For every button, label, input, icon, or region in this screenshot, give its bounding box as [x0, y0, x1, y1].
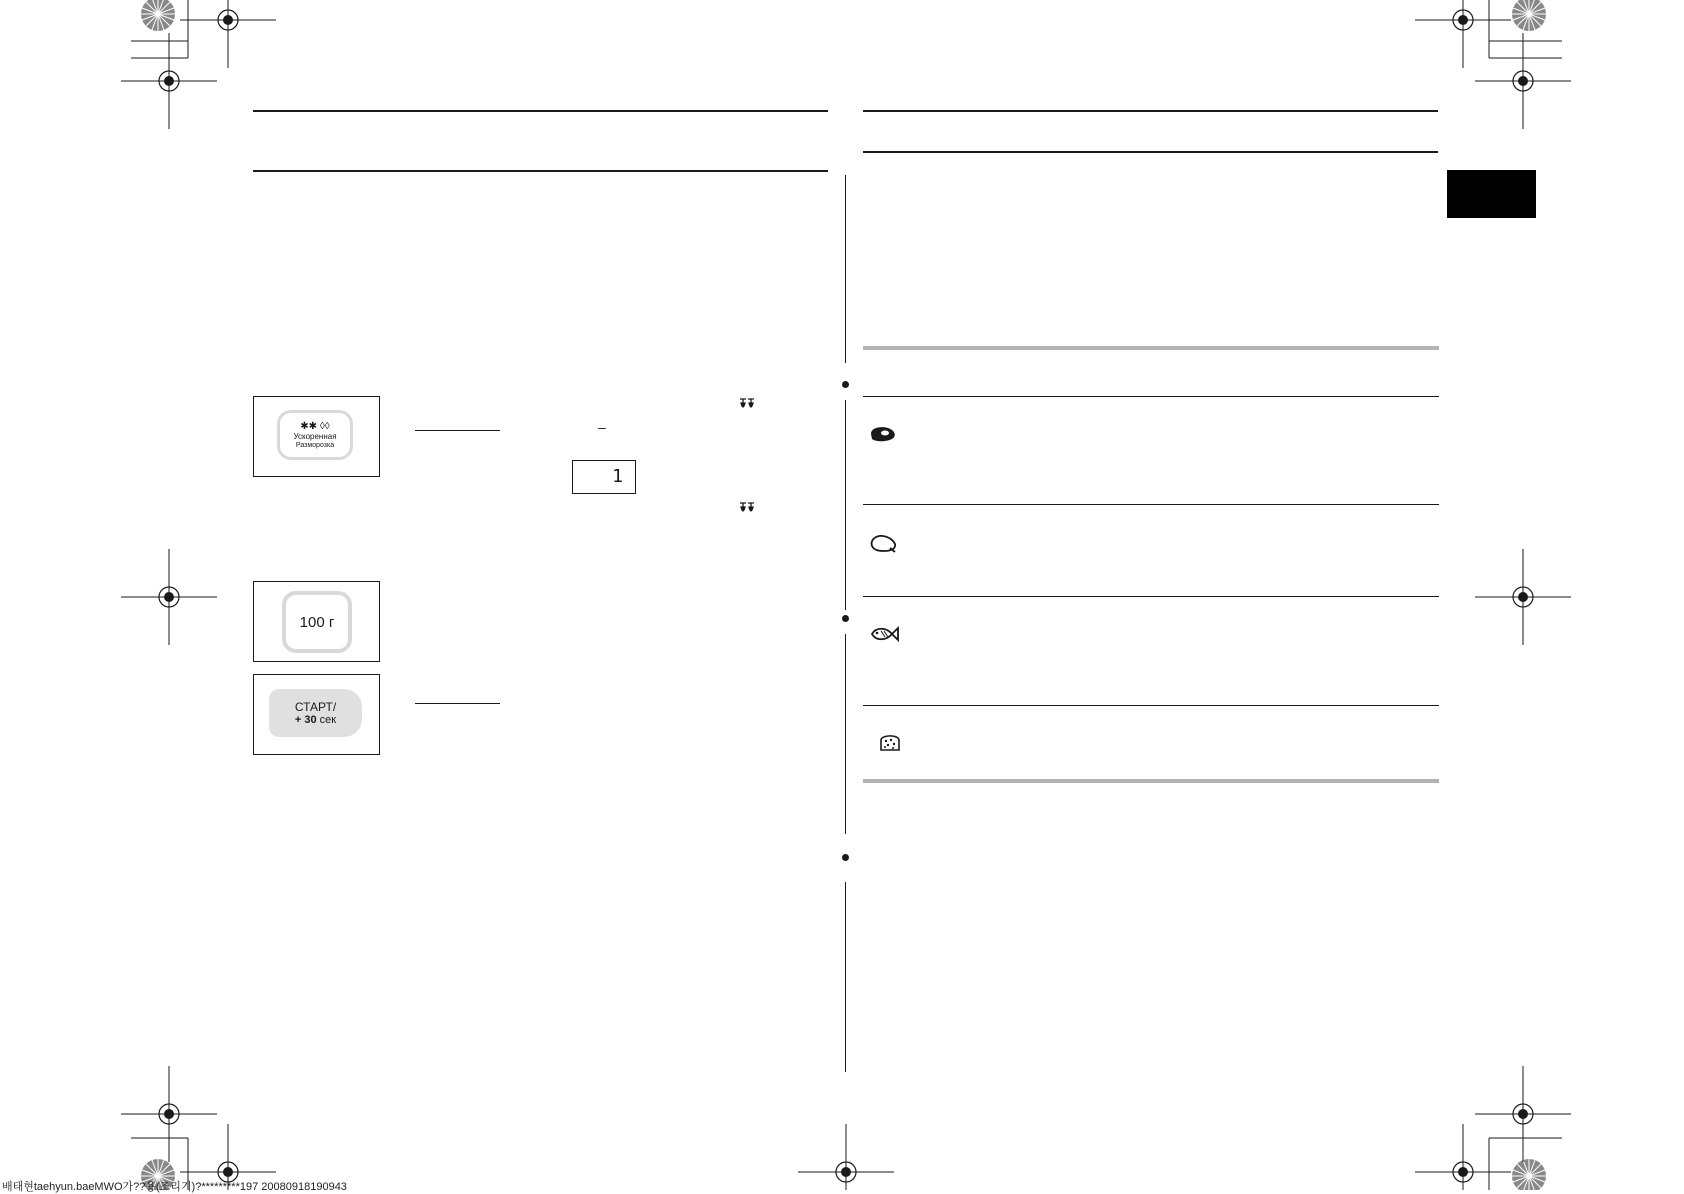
start-button[interactable]: [269, 689, 362, 737]
table-header-rule: [863, 396, 1439, 397]
start-button-line1: СТАРТ/: [294, 699, 337, 714]
meat-icon: [868, 424, 898, 444]
step-underline: [415, 430, 500, 431]
quick-defrost-illustration: [253, 396, 380, 477]
column-divider-middle: [845, 400, 846, 610]
start-button-plus30: + 30: [294, 713, 317, 726]
divider-dot: [842, 854, 849, 861]
table-row-rule: [863, 596, 1439, 597]
fish-icon: [870, 624, 900, 644]
divider-dot: [842, 381, 849, 388]
divider-dot: [842, 615, 849, 622]
table-bottom-rule: [863, 779, 1439, 783]
column-divider-lower: [845, 634, 846, 834]
weight-button-label: 100 г: [299, 613, 335, 631]
table-row-rule: [863, 705, 1439, 706]
defrost-drops-icon: [738, 398, 756, 412]
start-button-sec: сек: [319, 713, 337, 726]
dash-mark: –: [598, 419, 606, 435]
step-underline: [415, 703, 500, 704]
quick-defrost-button[interactable]: [277, 410, 353, 460]
defrost-symbol-icon: ✱✱ ◊◊: [300, 420, 330, 432]
defrost-drops-icon: [738, 502, 756, 516]
oven-display: 1: [572, 460, 636, 494]
left-second-rule: [253, 170, 828, 172]
start-illustration: [253, 674, 380, 755]
bread-icon: [878, 732, 902, 752]
weight-illustration: [253, 581, 380, 662]
table-row-rule: [863, 504, 1439, 505]
start-button-line2: [295, 714, 336, 727]
quick-defrost-label-line2: Разморозка: [295, 441, 335, 449]
left-top-rule: [253, 110, 828, 112]
column-divider-bottom: [845, 882, 846, 1072]
print-slug: 배태현taehyun.baeMWO가??용(조리기)?*********197 20080918190943: [2, 1181, 347, 1193]
language-tab: [1447, 170, 1536, 218]
right-top-rule: [863, 110, 1438, 112]
column-divider-top: [845, 175, 846, 363]
right-second-rule: [863, 151, 1438, 153]
weight-button[interactable]: [282, 591, 352, 653]
table-top-rule: [863, 346, 1439, 350]
poultry-icon: [868, 532, 898, 554]
quick-defrost-label-line1: Ускоренная: [293, 431, 337, 441]
